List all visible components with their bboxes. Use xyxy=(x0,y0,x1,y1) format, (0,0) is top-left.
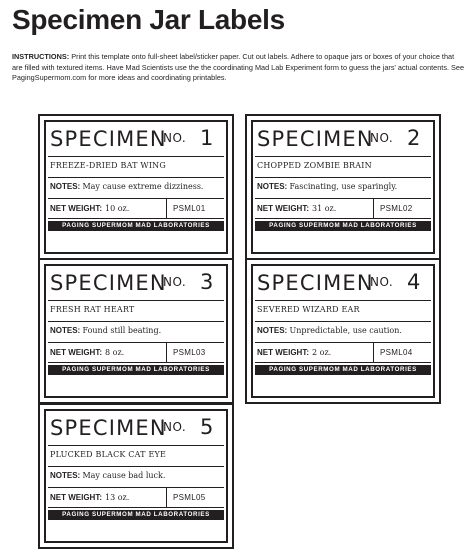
specimen-word: SPECIMEN xyxy=(50,416,167,440)
specimen-label-2 xyxy=(245,114,441,260)
notes-row xyxy=(50,182,203,191)
net-weight xyxy=(50,348,124,357)
notes-label: NOTES: xyxy=(257,182,288,191)
specimen-code: PSML04 xyxy=(380,348,413,357)
weight-row xyxy=(48,487,224,508)
net-weight xyxy=(257,204,336,213)
label-footer: PAGING SUPERMOM MAD LABORATORIES xyxy=(255,221,431,231)
divider xyxy=(166,488,167,507)
divider xyxy=(48,321,224,322)
label-header xyxy=(50,126,220,152)
divider xyxy=(373,343,374,362)
number-prefix: NO. xyxy=(163,275,187,289)
notes-value: May cause extreme dizziness. xyxy=(82,182,204,191)
label-header xyxy=(50,270,220,296)
notes-row xyxy=(50,471,165,480)
label-footer: PAGING SUPERMOM MAD LABORATORIES xyxy=(48,365,224,375)
weight-row xyxy=(48,198,224,219)
label-footer: PAGING SUPERMOM MAD LABORATORIES xyxy=(255,365,431,375)
weight-row xyxy=(255,342,431,363)
net-weight-label: NET WEIGHT: xyxy=(50,348,102,357)
divider xyxy=(255,177,431,178)
page-title: Specimen Jar Labels xyxy=(12,4,285,35)
specimen-name: SEVERED WIZARD EAR xyxy=(257,305,360,314)
label-header xyxy=(257,126,427,152)
specimen-code: PSML02 xyxy=(380,204,413,213)
specimen-word: SPECIMEN xyxy=(257,271,374,295)
specimen-name: FREEZE-DRIED BAT WING xyxy=(50,161,166,170)
divider xyxy=(255,156,431,157)
specimen-number: 2 xyxy=(407,126,421,150)
label-header xyxy=(257,270,427,296)
divider xyxy=(48,300,224,301)
specimen-code: PSML03 xyxy=(173,348,206,357)
net-weight xyxy=(50,493,129,502)
net-weight xyxy=(50,204,129,213)
net-weight-value: 10 oz. xyxy=(105,204,130,213)
number-prefix: NO. xyxy=(163,131,187,145)
specimen-name: FRESH RAT HEART xyxy=(50,305,135,314)
number-prefix: NO. xyxy=(370,275,394,289)
label-header xyxy=(50,415,220,441)
net-weight-value: 2 oz. xyxy=(312,348,332,357)
notes-label: NOTES: xyxy=(257,326,288,335)
number-prefix: NO. xyxy=(370,131,394,145)
specimen-word: SPECIMEN xyxy=(50,271,167,295)
specimen-name: CHOPPED ZOMBIE BRAIN xyxy=(257,161,372,170)
notes-value: Found still beating. xyxy=(82,326,162,335)
net-weight-label: NET WEIGHT: xyxy=(257,204,309,213)
notes-row xyxy=(50,326,161,335)
notes-label: NOTES: xyxy=(50,471,81,480)
weight-row xyxy=(48,342,224,363)
specimen-number: 3 xyxy=(200,270,214,294)
notes-value: Unpredictable, use caution. xyxy=(289,326,402,335)
net-weight-value: 13 oz. xyxy=(105,493,130,502)
specimen-label-5 xyxy=(38,403,234,549)
notes-row xyxy=(257,326,402,335)
divider xyxy=(48,177,224,178)
divider xyxy=(48,466,224,467)
specimen-number: 4 xyxy=(407,270,421,294)
weight-row xyxy=(255,198,431,219)
notes-label: NOTES: xyxy=(50,182,81,191)
instructions-text: Print this template onto full-sheet label/sticker paper. Cut out labels. Adhere to opaque jars or boxes of your choice that are filled with textured items. Have Mad Scientists use the the coordinating Mad Lab Experiment form to guess the jars' actual contents. See PagingSupermom.com for more ideas and coordinating printables. xyxy=(12,52,465,82)
divider xyxy=(166,199,167,218)
divider xyxy=(373,199,374,218)
net-weight-label: NET WEIGHT: xyxy=(50,204,102,213)
specimen-label-3 xyxy=(38,258,234,404)
divider xyxy=(255,300,431,301)
instructions xyxy=(12,52,464,84)
net-weight-label: NET WEIGHT: xyxy=(257,348,309,357)
notes-value: May cause bad luck. xyxy=(82,471,166,480)
specimen-word: SPECIMEN xyxy=(50,127,167,151)
net-weight xyxy=(257,348,331,357)
net-weight-value: 31 oz. xyxy=(312,204,337,213)
specimen-code: PSML01 xyxy=(173,204,206,213)
label-footer: PAGING SUPERMOM MAD LABORATORIES xyxy=(48,221,224,231)
specimen-number: 1 xyxy=(200,126,214,150)
specimen-name: PLUCKED BLACK CAT EYE xyxy=(50,450,167,459)
divider xyxy=(48,445,224,446)
notes-row xyxy=(257,182,397,191)
specimen-code: PSML05 xyxy=(173,493,206,502)
label-footer: PAGING SUPERMOM MAD LABORATORIES xyxy=(48,510,224,520)
number-prefix: NO. xyxy=(163,420,187,434)
net-weight-value: 8 oz. xyxy=(105,348,125,357)
divider xyxy=(48,156,224,157)
divider xyxy=(166,343,167,362)
specimen-label-1 xyxy=(38,114,234,260)
net-weight-label: NET WEIGHT: xyxy=(50,493,102,502)
notes-label: NOTES: xyxy=(50,326,81,335)
specimen-label-4 xyxy=(245,258,441,404)
instructions-label: INSTRUCTIONS: xyxy=(12,52,70,61)
specimen-word: SPECIMEN xyxy=(257,127,374,151)
notes-value: Fascinating, use sparingly. xyxy=(289,182,398,191)
specimen-number: 5 xyxy=(200,415,214,439)
divider xyxy=(255,321,431,322)
